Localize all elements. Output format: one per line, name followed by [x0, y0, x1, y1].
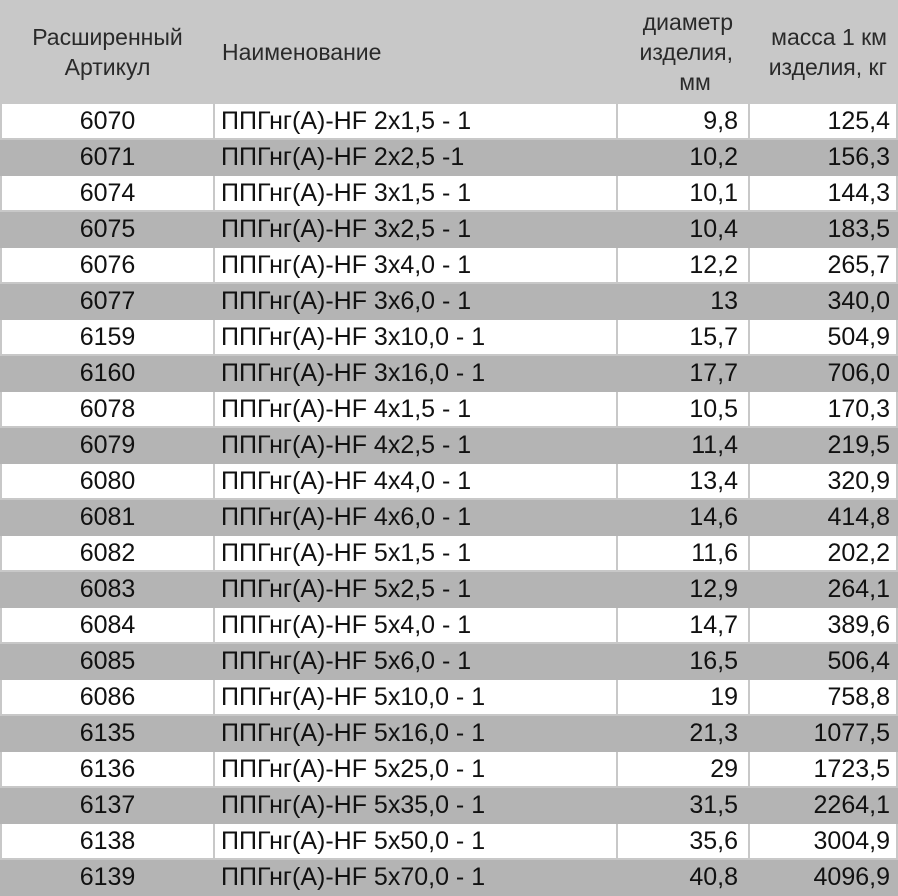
cell-mass: 183,5 [749, 211, 897, 247]
cell-mass: 265,7 [749, 247, 897, 283]
cell-article: 6074 [1, 175, 214, 211]
cell-article: 6081 [1, 499, 214, 535]
cell-name: ППГнг(А)-HF 5x70,0 - 1 [214, 859, 617, 895]
cell-diameter: 12,2 [617, 247, 749, 283]
cell-article: 6137 [1, 787, 214, 823]
cell-article: 6082 [1, 535, 214, 571]
header-article-line2: Артикул [64, 54, 151, 80]
header-diameter [617, 0, 749, 104]
table-row [1, 463, 897, 499]
cell-article: 6159 [1, 319, 214, 355]
cell-article: 6078 [1, 391, 214, 427]
cell-article: 6085 [1, 643, 214, 679]
cell-mass: 389,6 [749, 607, 897, 643]
cell-diameter: 13 [617, 283, 749, 319]
cell-mass: 2264,1 [749, 787, 897, 823]
header-article [1, 0, 214, 104]
cell-article: 6083 [1, 571, 214, 607]
cell-article: 6077 [1, 283, 214, 319]
cell-diameter: 9,8 [617, 104, 749, 139]
header-mass-line2: изделия, кг [768, 54, 887, 80]
table-row [1, 139, 897, 175]
cell-mass: 170,3 [749, 391, 897, 427]
cell-mass: 219,5 [749, 427, 897, 463]
table-row [1, 823, 897, 859]
cell-diameter: 31,5 [617, 787, 749, 823]
cell-name: ППГнг(А)-HF 5x2,5 - 1 [214, 571, 617, 607]
cell-article: 6080 [1, 463, 214, 499]
table-row [1, 571, 897, 607]
cell-diameter: 16,5 [617, 643, 749, 679]
table-row [1, 499, 897, 535]
cell-name: ППГнг(А)-HF 5x6,0 - 1 [214, 643, 617, 679]
cell-name: ППГнг(А)-HF 4x1,5 - 1 [214, 391, 617, 427]
table-row [1, 751, 897, 787]
cell-mass: 3004,9 [749, 823, 897, 859]
cell-diameter: 11,4 [617, 427, 749, 463]
table-body [1, 104, 897, 895]
cell-article: 6136 [1, 751, 214, 787]
table-row [1, 391, 897, 427]
table-row [1, 715, 897, 751]
table-row [1, 355, 897, 391]
cell-article: 6086 [1, 679, 214, 715]
cell-diameter: 29 [617, 751, 749, 787]
header-diameter-line2: изделия, [639, 39, 733, 65]
cell-mass: 706,0 [749, 355, 897, 391]
cell-diameter: 21,3 [617, 715, 749, 751]
cell-diameter: 19 [617, 679, 749, 715]
table-row [1, 643, 897, 679]
cell-name: ППГнг(А)-HF 4x2,5 - 1 [214, 427, 617, 463]
cell-mass: 414,8 [749, 499, 897, 535]
cell-name: ППГнг(А)-HF 5x4,0 - 1 [214, 607, 617, 643]
cell-name: ППГнг(А)-HF 2x1,5 - 1 [214, 104, 617, 139]
cell-article: 6138 [1, 823, 214, 859]
table-row [1, 787, 897, 823]
cell-mass: 125,4 [749, 104, 897, 139]
cell-diameter: 12,9 [617, 571, 749, 607]
cell-diameter: 10,1 [617, 175, 749, 211]
header-mass [749, 0, 897, 104]
cell-name: ППГнг(А)-HF 3x1,5 - 1 [214, 175, 617, 211]
cell-name: ППГнг(А)-HF 4x6,0 - 1 [214, 499, 617, 535]
header-diameter-line1: диаметр [642, 9, 733, 35]
cell-name: ППГнг(А)-HF 4x4,0 - 1 [214, 463, 617, 499]
cell-mass: 320,9 [749, 463, 897, 499]
table-row [1, 283, 897, 319]
header-diameter-line3: мм [679, 69, 711, 95]
cell-diameter: 11,6 [617, 535, 749, 571]
table-row [1, 679, 897, 715]
cell-mass: 144,3 [749, 175, 897, 211]
cell-article: 6071 [1, 139, 214, 175]
cell-name: ППГнг(А)-HF 3x10,0 - 1 [214, 319, 617, 355]
cell-diameter: 35,6 [617, 823, 749, 859]
cell-name: ППГнг(А)-HF 3x2,5 - 1 [214, 211, 617, 247]
cell-diameter: 17,7 [617, 355, 749, 391]
cell-mass: 156,3 [749, 139, 897, 175]
cell-name: ППГнг(А)-HF 2x2,5 -1 [214, 139, 617, 175]
table-row [1, 175, 897, 211]
cell-name: ППГнг(А)-HF 3x4,0 - 1 [214, 247, 617, 283]
cell-article: 6084 [1, 607, 214, 643]
cell-diameter: 13,4 [617, 463, 749, 499]
cell-mass: 264,1 [749, 571, 897, 607]
cell-mass: 4096,9 [749, 859, 897, 895]
table-row [1, 427, 897, 463]
cell-name: ППГнг(А)-HF 5x1,5 - 1 [214, 535, 617, 571]
header-article-line1: Расширенный [32, 24, 183, 50]
header-name: Наименование [214, 0, 617, 104]
header-row [1, 0, 897, 104]
cell-article: 6139 [1, 859, 214, 895]
cell-diameter: 10,5 [617, 391, 749, 427]
cell-diameter: 10,4 [617, 211, 749, 247]
header-mass-line1: масса 1 км [771, 24, 887, 50]
cell-name: ППГнг(А)-HF 5x16,0 - 1 [214, 715, 617, 751]
cell-article: 6160 [1, 355, 214, 391]
cell-article: 6075 [1, 211, 214, 247]
cell-diameter: 15,7 [617, 319, 749, 355]
cell-mass: 1723,5 [749, 751, 897, 787]
cell-diameter: 10,2 [617, 139, 749, 175]
cell-mass: 1077,5 [749, 715, 897, 751]
table-header [1, 0, 897, 104]
table-row [1, 104, 897, 139]
cell-article: 6079 [1, 427, 214, 463]
cell-name: ППГнг(А)-HF 5x50,0 - 1 [214, 823, 617, 859]
table-row [1, 247, 897, 283]
cell-name: ППГнг(А)-HF 5x10,0 - 1 [214, 679, 617, 715]
cell-diameter: 40,8 [617, 859, 749, 895]
table-row [1, 211, 897, 247]
cell-article: 6076 [1, 247, 214, 283]
cell-article: 6070 [1, 104, 214, 139]
cell-name: ППГнг(А)-HF 3x16,0 - 1 [214, 355, 617, 391]
cell-article: 6135 [1, 715, 214, 751]
cell-mass: 340,0 [749, 283, 897, 319]
cell-name: ППГнг(А)-HF 3x6,0 - 1 [214, 283, 617, 319]
cell-name: ППГнг(А)-HF 5x25,0 - 1 [214, 751, 617, 787]
table-row [1, 319, 897, 355]
cell-diameter: 14,6 [617, 499, 749, 535]
cell-name: ППГнг(А)-HF 5x35,0 - 1 [214, 787, 617, 823]
table-row [1, 607, 897, 643]
cell-diameter: 14,7 [617, 607, 749, 643]
cell-mass: 504,9 [749, 319, 897, 355]
table-row [1, 535, 897, 571]
cell-mass: 506,4 [749, 643, 897, 679]
table-row [1, 859, 897, 895]
cell-mass: 202,2 [749, 535, 897, 571]
cell-mass: 758,8 [749, 679, 897, 715]
